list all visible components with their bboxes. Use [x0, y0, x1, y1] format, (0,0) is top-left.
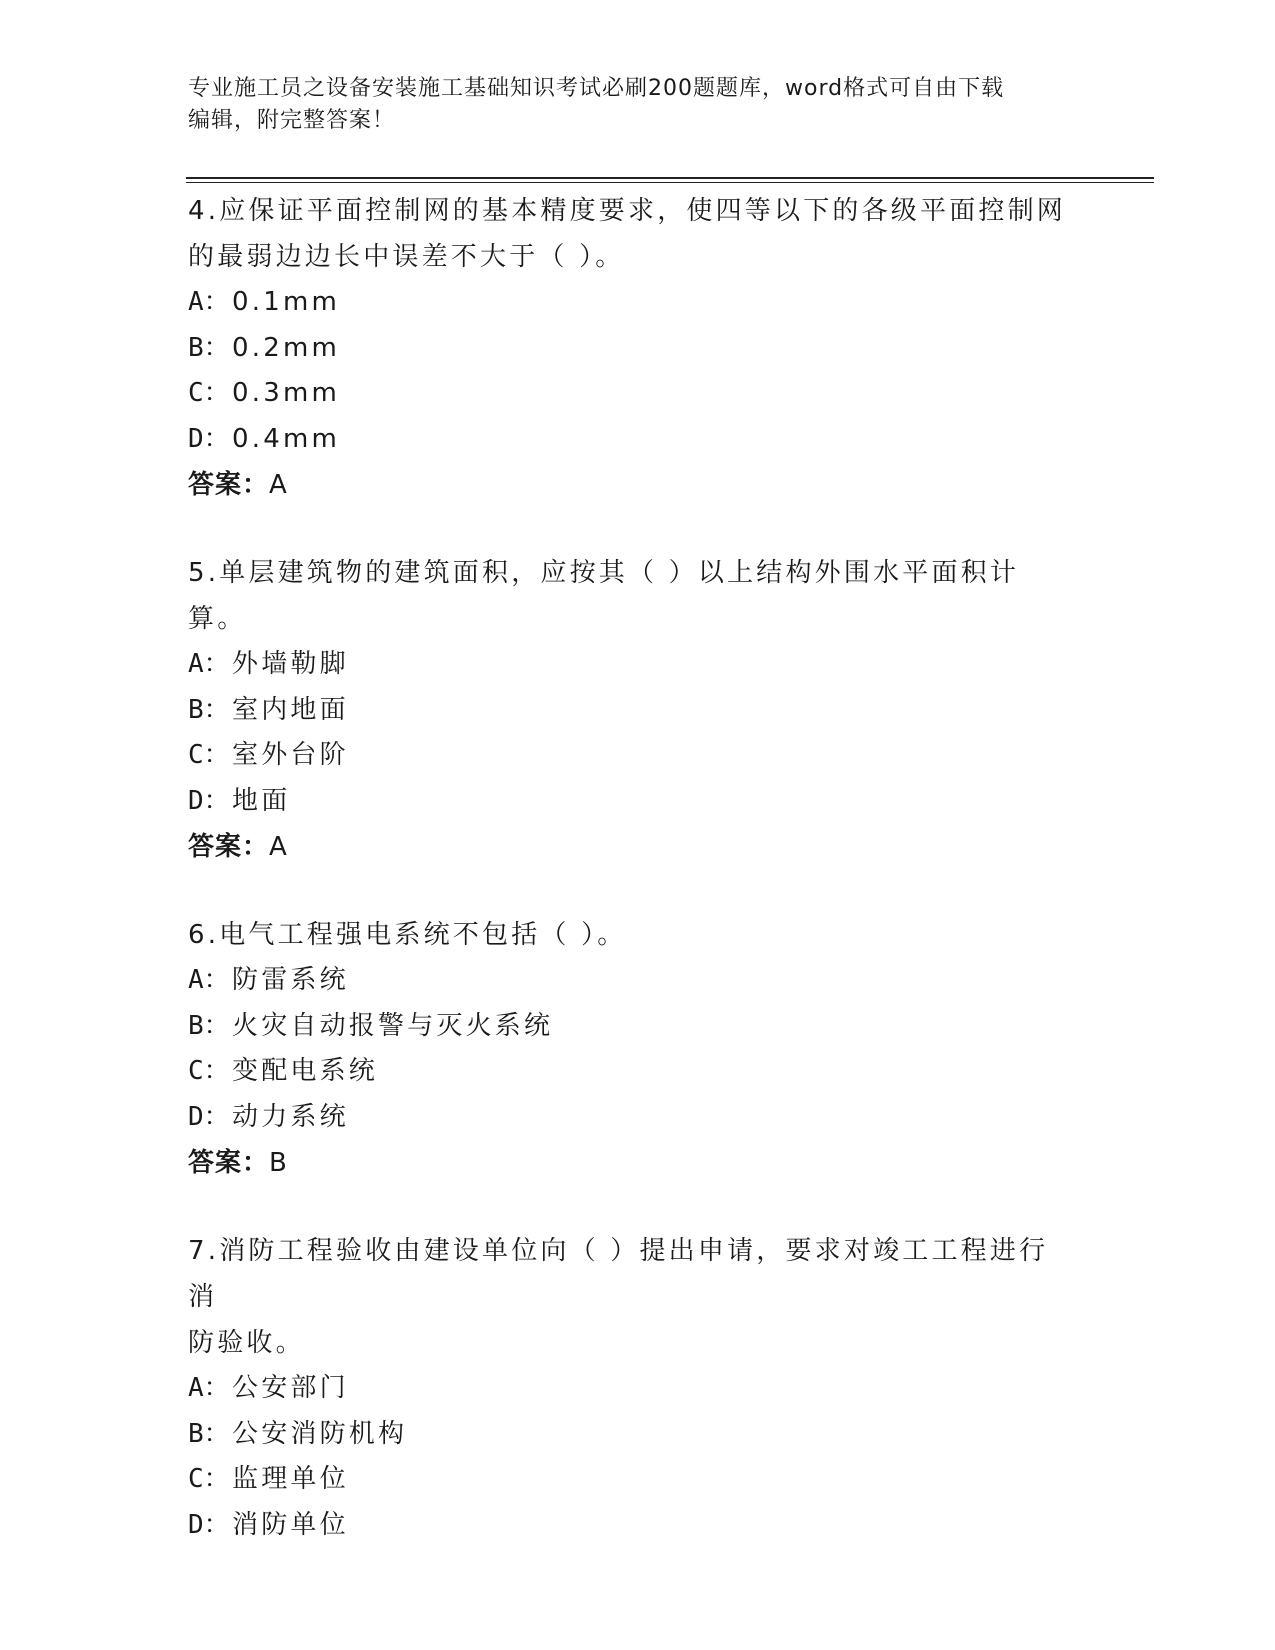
answer-label: 答案： — [188, 470, 270, 500]
option-letter: D： — [188, 1509, 230, 1540]
option-letter: B： — [188, 1010, 230, 1041]
option-text: 0.3mm — [232, 378, 341, 408]
option-text: 室外台阶 — [232, 740, 349, 770]
stem-line: 的最弱边边长中误差不大于（ ）。 — [188, 242, 625, 272]
option-text: 公安部门 — [232, 1373, 349, 1403]
option-b — [188, 1004, 1088, 1050]
answer-value: A — [269, 470, 288, 500]
option-letter: C： — [188, 1464, 230, 1494]
answer-label: 答案： — [188, 832, 270, 862]
option-text: 公安消防机构 — [232, 1418, 408, 1449]
option-c — [188, 1049, 1088, 1095]
option-b — [188, 688, 1088, 734]
question-4 — [188, 188, 1088, 508]
option-letter: B： — [188, 332, 230, 363]
answer-line — [188, 1140, 1088, 1186]
answer-value: A — [269, 832, 288, 862]
option-letter: C： — [188, 1056, 230, 1086]
option-b — [188, 326, 1088, 372]
answer-label: 答案： — [188, 1148, 270, 1178]
header-line-1: 专业施工员之设备安装施工基础知识考试必刷200题题库，word格式可自由下载 — [188, 76, 1005, 101]
option-text: 地面 — [232, 785, 291, 816]
option-letter: B： — [188, 694, 230, 725]
stem-line: 5.单层建筑物的建筑面积，应按其（ ）以上结构外围水平面积计算。 — [188, 558, 1020, 634]
option-d — [188, 1095, 1088, 1141]
option-letter: C： — [188, 740, 230, 770]
option-letter: A： — [188, 965, 230, 995]
option-text: 0.2mm — [232, 332, 341, 363]
question-5 — [188, 550, 1088, 870]
option-text: 消防单位 — [232, 1509, 349, 1540]
option-letter: A： — [188, 287, 230, 317]
stem-line: 6.电气工程强电系统不包括（ ）。 — [188, 920, 627, 950]
header-line-2: 编辑，附完整答案！ — [188, 108, 396, 133]
question-6 — [188, 912, 1088, 1186]
option-a — [188, 958, 1088, 1004]
option-text: 外墙勒脚 — [232, 649, 349, 679]
header-divider-thin — [186, 182, 1154, 183]
option-c — [188, 371, 1088, 417]
header-divider-thick — [186, 177, 1154, 179]
option-letter: B： — [188, 1418, 230, 1449]
question-7 — [188, 1228, 1088, 1548]
option-text: 火灾自动报警与灭火系统 — [232, 1010, 554, 1041]
option-a — [188, 642, 1088, 688]
question-list — [188, 188, 1088, 1590]
option-b — [188, 1412, 1088, 1458]
option-letter: D： — [188, 423, 230, 454]
answer-line — [188, 824, 1088, 870]
question-stem — [188, 912, 1068, 958]
option-letter: C： — [188, 378, 230, 408]
option-letter: D： — [188, 1101, 230, 1132]
option-c — [188, 733, 1088, 779]
option-letter: A： — [188, 1373, 230, 1403]
option-d — [188, 417, 1088, 463]
question-stem — [188, 550, 1068, 642]
option-a — [188, 1366, 1088, 1412]
option-text: 变配电系统 — [232, 1056, 379, 1086]
option-text: 防雷系统 — [232, 965, 349, 995]
answer-line — [188, 462, 1088, 508]
option-letter: A： — [188, 649, 230, 679]
stem-line: 7.消防工程验收由建设单位向（ ）提出申请，要求对竣工工程进行消 — [188, 1236, 1049, 1312]
option-text: 动力系统 — [232, 1101, 349, 1132]
document-header — [188, 73, 1068, 137]
question-stem — [188, 1228, 1068, 1366]
option-c — [188, 1457, 1088, 1503]
option-letter: D： — [188, 785, 230, 816]
stem-line: 4.应保证平面控制网的基本精度要求，使四等以下的各级平面控制网 — [188, 196, 1067, 226]
question-stem — [188, 188, 1068, 280]
answer-value: B — [269, 1148, 288, 1178]
option-text: 室内地面 — [232, 694, 349, 725]
option-text: 0.4mm — [232, 423, 341, 454]
option-text: 监理单位 — [232, 1464, 349, 1494]
option-a — [188, 280, 1088, 326]
stem-line: 防验收。 — [188, 1328, 305, 1358]
option-text: 0.1mm — [232, 287, 341, 317]
option-d — [188, 779, 1088, 825]
option-d — [188, 1503, 1088, 1549]
